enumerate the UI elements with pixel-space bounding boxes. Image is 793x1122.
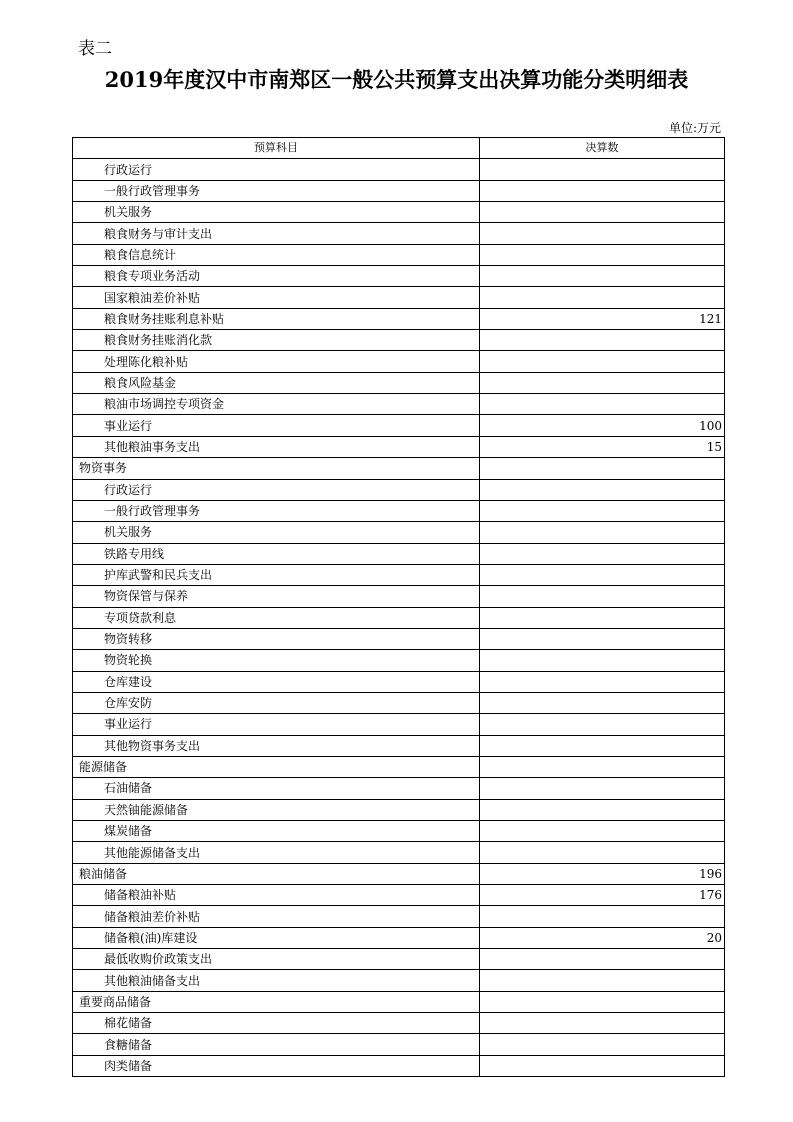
budget-subject-cell: 行政运行	[73, 159, 480, 180]
table-row	[73, 586, 725, 607]
table-row	[73, 564, 725, 585]
budget-amount-cell	[480, 159, 725, 180]
budget-amount-cell	[480, 266, 725, 287]
table-row	[73, 266, 725, 287]
budget-amount-cell: 121	[480, 308, 725, 329]
table-label: 表二	[78, 39, 112, 59]
budget-amount-cell	[480, 842, 725, 863]
budget-subject-cell: 其他物资事务支出	[73, 735, 480, 756]
budget-subject-cell: 粮食信息统计	[73, 244, 480, 265]
table-body	[73, 159, 725, 1077]
table-row	[73, 799, 725, 820]
budget-subject-cell: 食糖储备	[73, 1034, 480, 1055]
table-row	[73, 885, 725, 906]
table-row	[73, 906, 725, 927]
budget-amount-cell: 15	[480, 436, 725, 457]
budget-subject-cell: 其他能源储备支出	[73, 842, 480, 863]
table-row	[73, 949, 725, 970]
budget-subject-cell: 国家粮油差价补贴	[73, 287, 480, 308]
budget-amount-cell	[480, 564, 725, 585]
budget-subject-cell: 粮食财务与审计支出	[73, 223, 480, 244]
budget-amount-cell: 196	[480, 863, 725, 884]
budget-subject-cell: 石油储备	[73, 778, 480, 799]
table-row	[73, 1013, 725, 1034]
table-row	[73, 180, 725, 201]
budget-amount-cell	[480, 991, 725, 1012]
budget-amount-cell	[480, 522, 725, 543]
budget-amount-cell	[480, 799, 725, 820]
budget-amount-cell	[480, 821, 725, 842]
column-header-subject: 预算科目	[73, 138, 480, 159]
table-row	[73, 756, 725, 777]
budget-subject-cell: 物资保管与保养	[73, 586, 480, 607]
table-row	[73, 308, 725, 329]
budget-amount-cell	[480, 180, 725, 201]
budget-subject-cell: 行政运行	[73, 479, 480, 500]
budget-subject-cell: 储备粮(油)库建设	[73, 927, 480, 948]
budget-subject-cell: 铁路专用线	[73, 543, 480, 564]
table-row	[73, 500, 725, 521]
budget-subject-cell: 肉类储备	[73, 1055, 480, 1076]
budget-subject-cell: 粮油市场调控专项资金	[73, 394, 480, 415]
budget-amount-cell	[480, 586, 725, 607]
budget-amount-cell	[480, 351, 725, 372]
budget-amount-cell: 20	[480, 927, 725, 948]
table-row	[73, 735, 725, 756]
budget-amount-cell	[480, 650, 725, 671]
budget-amount-cell	[480, 543, 725, 564]
table-row	[73, 778, 725, 799]
table-row	[73, 159, 725, 180]
table-row	[73, 607, 725, 628]
table-row	[73, 479, 725, 500]
budget-subject-cell: 储备粮油差价补贴	[73, 906, 480, 927]
table-row	[73, 436, 725, 457]
budget-subject-cell: 仓库建设	[73, 671, 480, 692]
budget-subject-cell: 一般行政管理事务	[73, 180, 480, 201]
budget-amount-cell	[480, 949, 725, 970]
table-row	[73, 863, 725, 884]
budget-subject-cell: 物资事务	[73, 458, 480, 479]
budget-amount-cell	[480, 756, 725, 777]
budget-amount-cell	[480, 714, 725, 735]
budget-amount-cell	[480, 970, 725, 991]
table-row	[73, 415, 725, 436]
budget-amount-cell	[480, 1013, 725, 1034]
budget-subject-cell: 机关服务	[73, 522, 480, 543]
budget-subject-cell: 物资轮换	[73, 650, 480, 671]
table-row	[73, 671, 725, 692]
budget-subject-cell: 其他粮油事务支出	[73, 436, 480, 457]
table-row	[73, 522, 725, 543]
table-row	[73, 351, 725, 372]
budget-amount-cell	[480, 372, 725, 393]
budget-subject-cell: 最低收购价政策支出	[73, 949, 480, 970]
budget-subject-cell: 天然铀能源储备	[73, 799, 480, 820]
table-header-row	[73, 138, 725, 159]
budget-subject-cell: 一般行政管理事务	[73, 500, 480, 521]
budget-amount-cell	[480, 202, 725, 223]
budget-amount-cell: 176	[480, 885, 725, 906]
budget-amount-cell	[480, 244, 725, 265]
budget-amount-cell	[480, 287, 725, 308]
budget-subject-cell: 机关服务	[73, 202, 480, 223]
budget-subject-cell: 粮油储备	[73, 863, 480, 884]
budget-subject-cell: 事业运行	[73, 714, 480, 735]
budget-amount-cell	[480, 330, 725, 351]
table-row	[73, 842, 725, 863]
column-header-amount: 决算数	[480, 138, 725, 159]
budget-subject-cell: 其他粮油储备支出	[73, 970, 480, 991]
budget-subject-cell: 重要商品储备	[73, 991, 480, 1012]
page-title: 2019年度汉中市南郑区一般公共预算支出决算功能分类明细表	[104, 67, 689, 92]
budget-subject-cell: 事业运行	[73, 415, 480, 436]
table-row	[73, 821, 725, 842]
table-row	[73, 372, 725, 393]
budget-subject-cell: 处理陈化粮补贴	[73, 351, 480, 372]
table-row	[73, 650, 725, 671]
table-row	[73, 692, 725, 713]
budget-amount-cell: 100	[480, 415, 725, 436]
budget-amount-cell	[480, 692, 725, 713]
budget-subject-cell: 粮食财务挂账消化款	[73, 330, 480, 351]
table-row	[73, 394, 725, 415]
budget-amount-cell	[480, 906, 725, 927]
table-row	[73, 330, 725, 351]
budget-subject-cell: 物资转移	[73, 628, 480, 649]
budget-subject-cell: 粮食财务挂账利息补贴	[73, 308, 480, 329]
table-row	[73, 1055, 725, 1076]
table-row	[73, 202, 725, 223]
table-row	[73, 458, 725, 479]
budget-subject-cell: 护库武警和民兵支出	[73, 564, 480, 585]
budget-amount-cell	[480, 778, 725, 799]
budget-subject-cell: 储备粮油补贴	[73, 885, 480, 906]
table-row	[73, 970, 725, 991]
budget-amount-cell	[480, 223, 725, 244]
table-row	[73, 628, 725, 649]
table-row	[73, 927, 725, 948]
budget-amount-cell	[480, 1034, 725, 1055]
budget-subject-cell: 能源储备	[73, 756, 480, 777]
budget-subject-cell: 粮食风险基金	[73, 372, 480, 393]
budget-subject-cell: 棉花储备	[73, 1013, 480, 1034]
budget-subject-cell: 煤炭储备	[73, 821, 480, 842]
table-row	[73, 223, 725, 244]
table-row	[73, 1034, 725, 1055]
budget-amount-cell	[480, 1055, 725, 1076]
budget-amount-cell	[480, 607, 725, 628]
budget-amount-cell	[480, 735, 725, 756]
budget-amount-cell	[480, 500, 725, 521]
table-row	[73, 244, 725, 265]
table-row	[73, 543, 725, 564]
budget-amount-cell	[480, 479, 725, 500]
budget-subject-cell: 仓库安防	[73, 692, 480, 713]
table-row	[73, 991, 725, 1012]
budget-amount-cell	[480, 458, 725, 479]
budget-amount-cell	[480, 628, 725, 649]
table-row	[73, 287, 725, 308]
budget-subject-cell: 粮食专项业务活动	[73, 266, 480, 287]
unit-note: 单位:万元	[668, 121, 721, 135]
budget-amount-cell	[480, 671, 725, 692]
budget-subject-cell: 专项贷款利息	[73, 607, 480, 628]
table-row	[73, 714, 725, 735]
budget-amount-cell	[480, 394, 725, 415]
budget-table	[72, 137, 725, 1077]
